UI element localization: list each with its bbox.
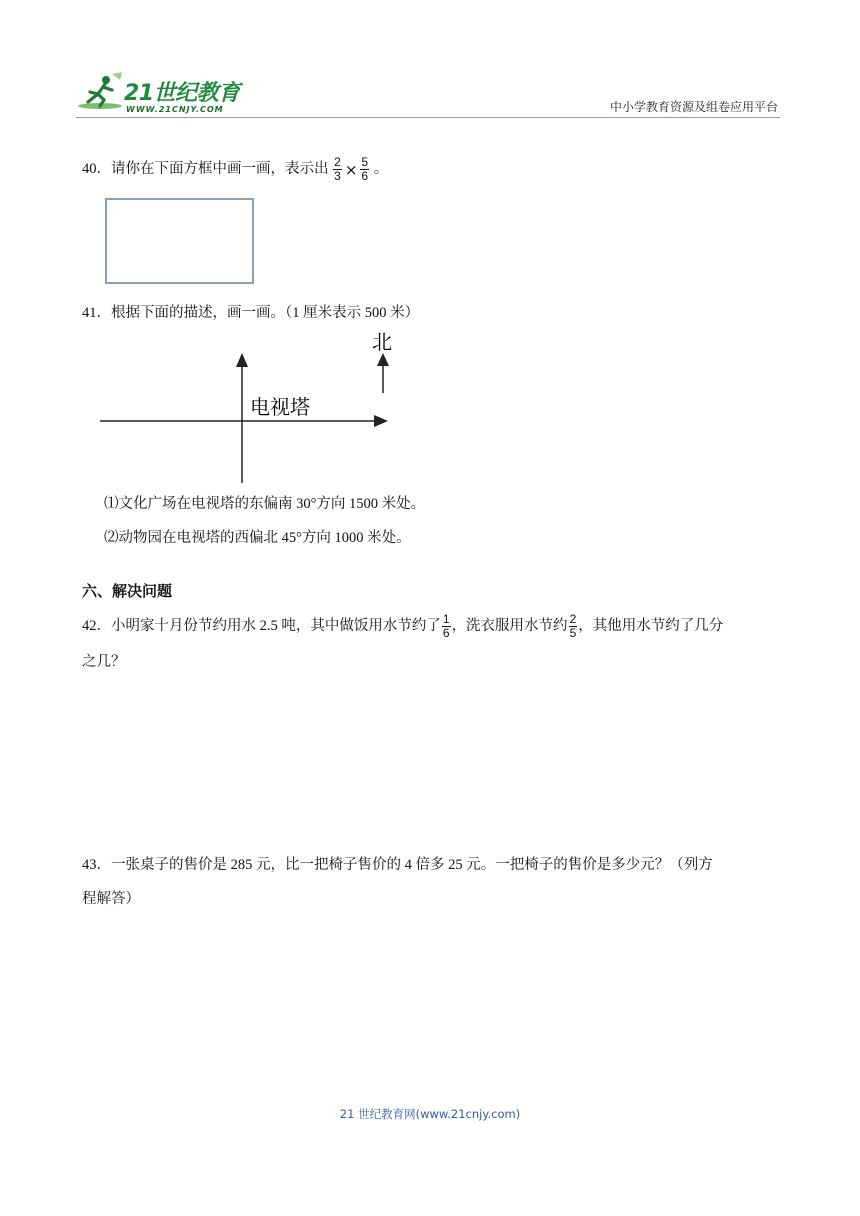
logo-url: WWW.21CNJY.COM	[126, 105, 224, 114]
tv-tower-label: 电视塔	[250, 395, 310, 419]
logo-text: 21世纪教育	[124, 81, 240, 106]
question-42-part-2: ，洗衣服用水节约	[451, 617, 568, 634]
fraction-2-3: $\frac{2}{3}$	[334, 155, 341, 183]
platform-name: 中小学教育资源及组卷应用平台	[609, 100, 778, 114]
runner-icon	[76, 70, 126, 114]
question-42-line-2: 之几？	[82, 654, 126, 670]
north-arrowhead	[236, 353, 248, 367]
question-42-line-1	[82, 613, 723, 640]
direction-map	[95, 328, 405, 490]
question-40-text: 40．请你在下面方框中画一画，表示出	[82, 160, 329, 177]
question-40-end: 。	[373, 160, 389, 177]
times-sign: ×	[344, 160, 358, 179]
question-43-line-1: 43．一张桌子的售价是 285 元，比一把椅子售价的 4 倍多 25 元。一把椅子的售价是多少元？（列方	[82, 857, 713, 873]
question-43-line-2: 程解答）	[82, 891, 140, 907]
question-41-sub-1: ⑴文化广场在电视塔的东偏南 30°方向 1500 米处。	[104, 496, 426, 512]
east-arrowhead	[374, 415, 388, 427]
north-label: 北	[372, 330, 392, 354]
fraction-2-5: $\frac{2}{5}$	[569, 612, 577, 640]
question-41-sub-2: ⑵动物园在电视塔的西偏北 45°方向 1000 米处。	[104, 530, 411, 546]
footer-text[interactable]: 21 世纪教育网(www.21cnjy.com)	[339, 1107, 521, 1121]
question-41-text: 41．根据下面的描述，画一画。（1 厘米表示 500 米）	[82, 305, 420, 321]
fraction-5-6: $\frac{5}{6}$	[361, 155, 369, 183]
north-indicator-arrow	[377, 353, 389, 366]
question-42-part-1: 42．小明家十月份节约用水 2.5 吨，其中做饭用水节约了	[82, 617, 441, 634]
header-divider	[76, 117, 780, 118]
question-40	[82, 156, 388, 183]
fraction-1-6: $\frac{1}{6}$	[442, 612, 450, 640]
section-title: 六、解决问题	[82, 582, 173, 600]
site-logo	[76, 70, 246, 118]
drawing-box	[105, 198, 254, 284]
question-42-part-3: ，其他用水节约了几分	[578, 617, 724, 634]
